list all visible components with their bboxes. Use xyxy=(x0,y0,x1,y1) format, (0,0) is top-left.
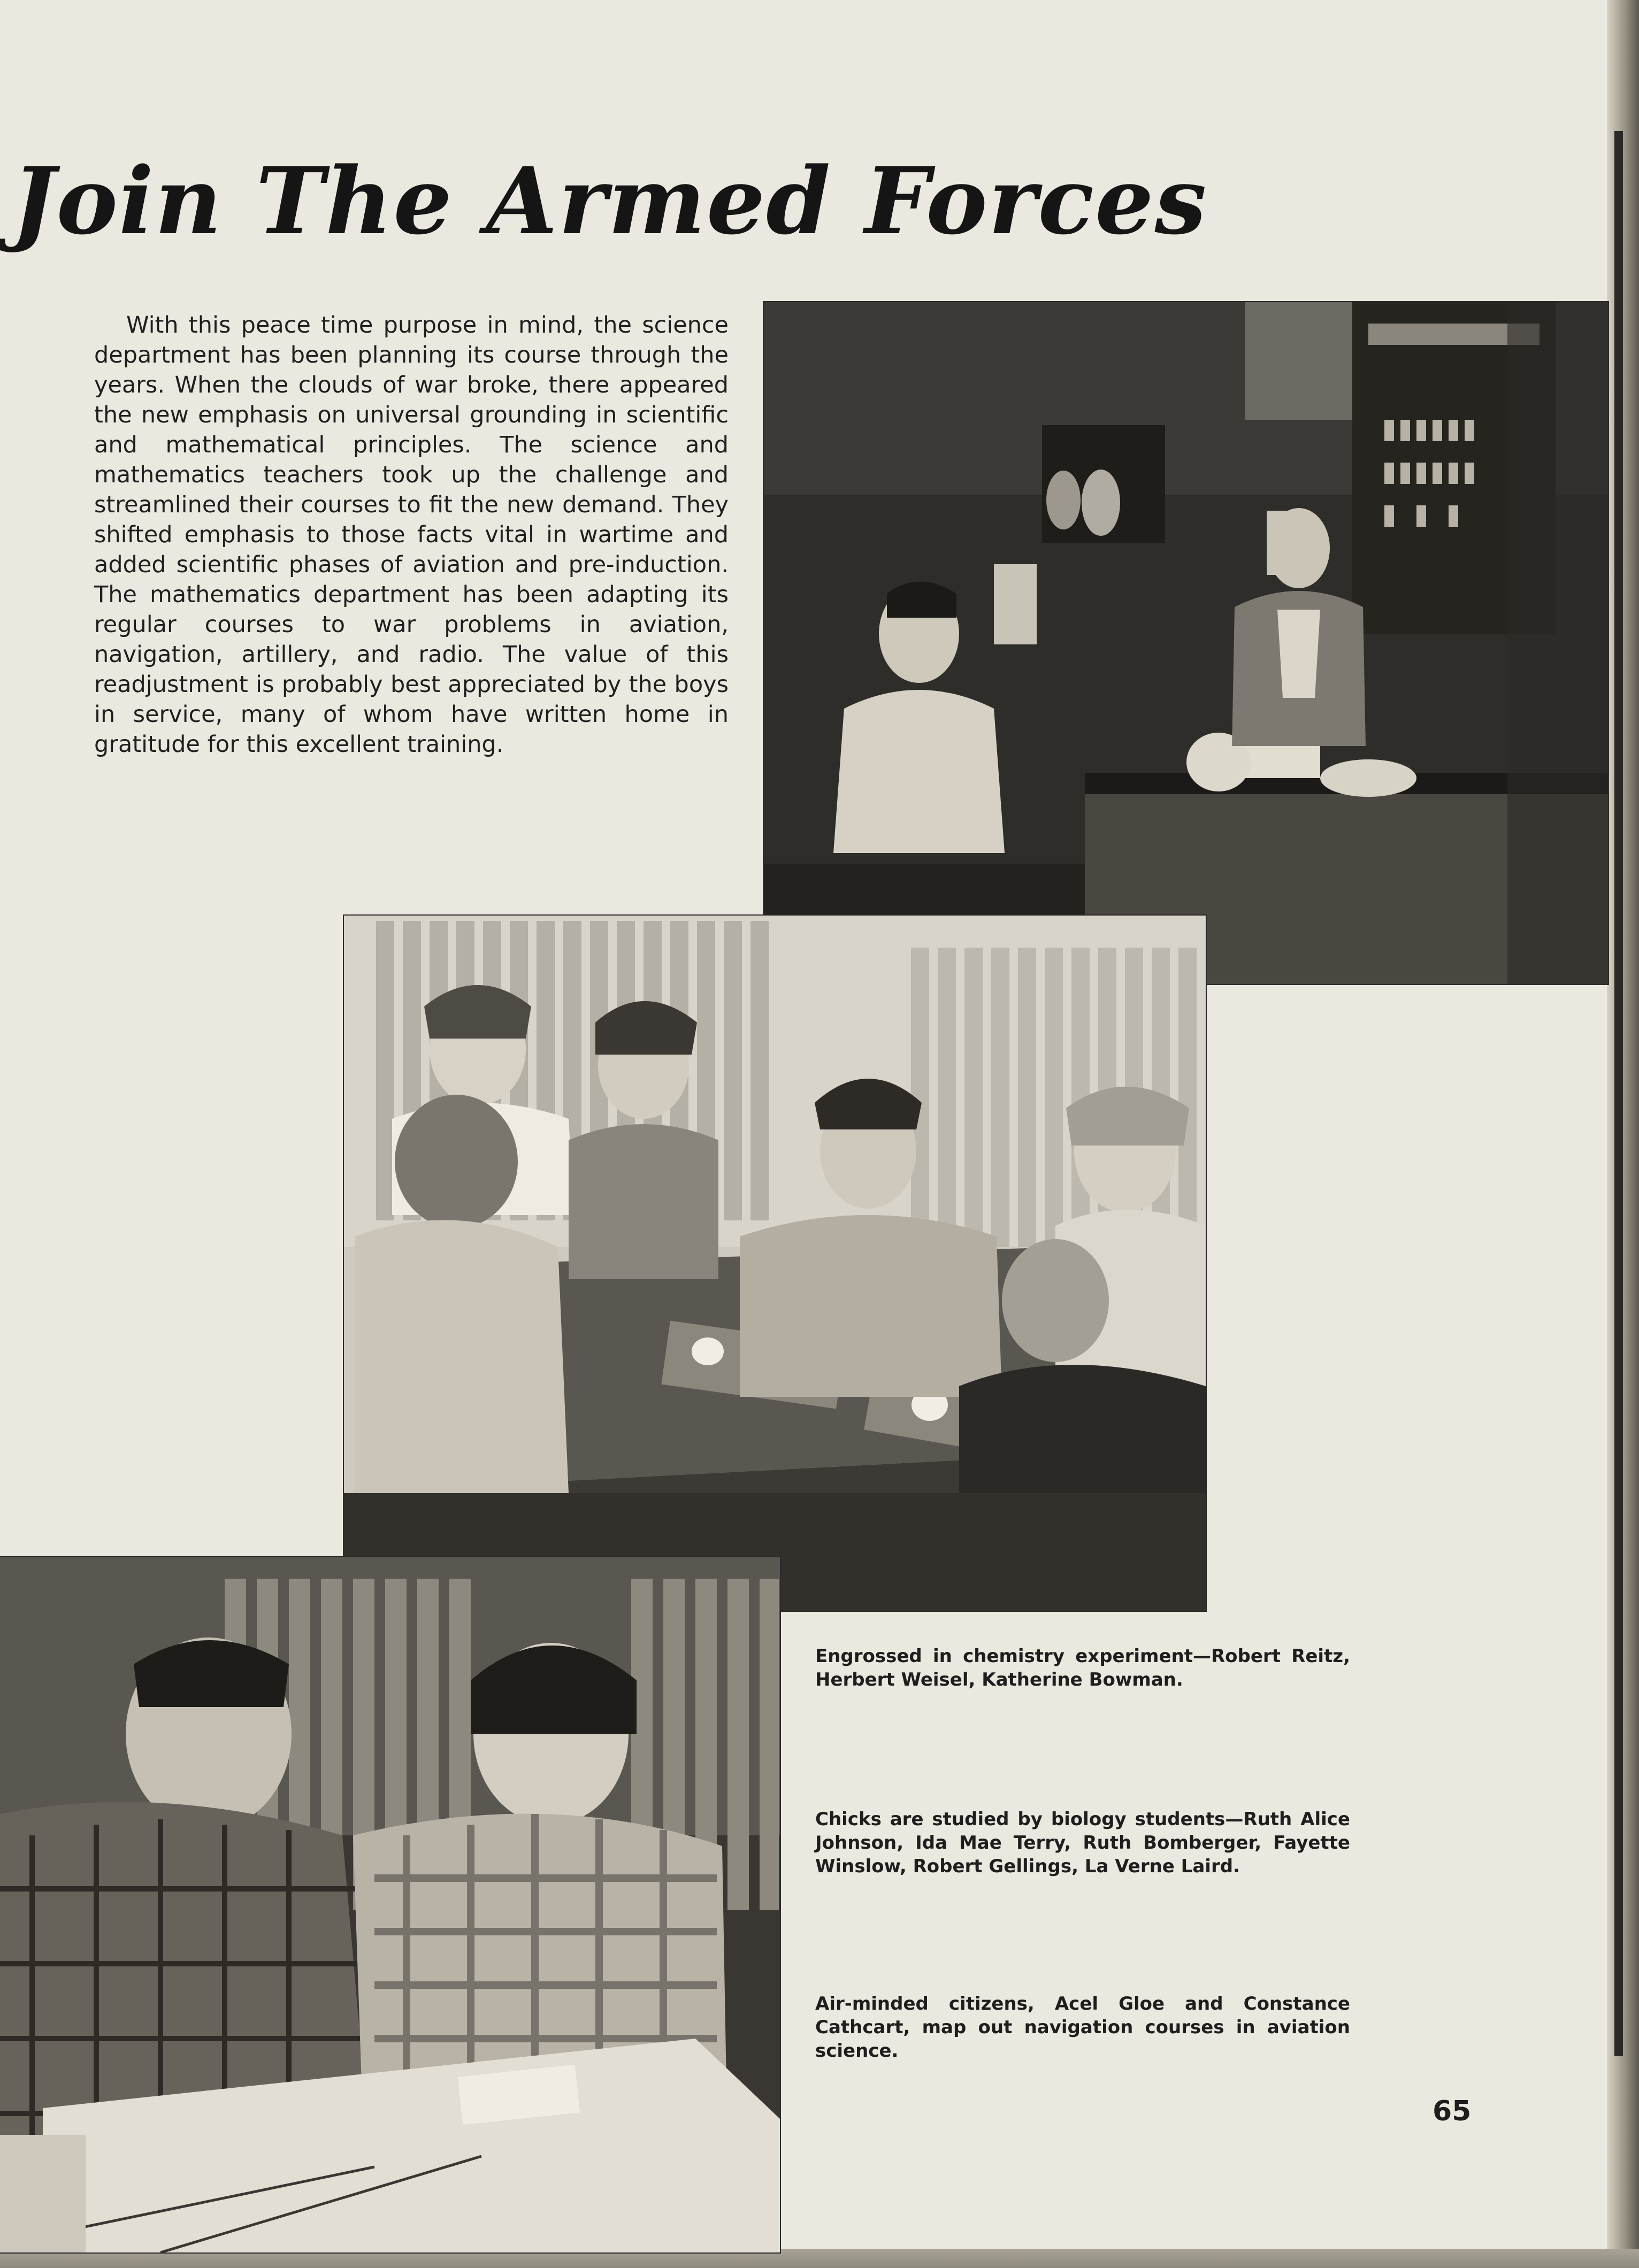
intro-paragraph: With this peace time purpose in mind, the science department has been planning its course through the years. When the clouds of war broke, there appeared the new emphasis on universal grounding in scientific and mathematical principles. The science and mathematics teachers took up the challenge and streamlined their courses to fit the new demand. They shifted emphasis to those facts vital in wartime and added scientific phases of aviation and pre-induction. The mathematics department has been adapting its regular courses to war problems in aviation, navigation, artillery, and radio. The value of this readjustment is probably best appreciated by the boys in service, many of whom have written home in gratitude for this excellent training. xyxy=(94,312,729,758)
aviation-navigation-image xyxy=(0,1557,780,2252)
biology-class-image xyxy=(344,916,1206,1611)
caption-aviation: Air-minded citizens, Acel Gloe and Constance Cathcart, map out navigation courses in aviation science. xyxy=(815,1993,1350,2062)
binding-shadow xyxy=(1614,131,1623,2056)
chemistry-lab-photo xyxy=(764,302,1608,984)
aviation-navigation-photo xyxy=(0,1557,780,2252)
caption-biology: Chicks are studied by biology students—Ruth Alice Johnson, Ida Mae Terry, Ruth Bomberger, Fayette Winslow, Robert Gellings, La Verne Laird. xyxy=(815,1809,1350,1877)
chemistry-lab-image xyxy=(764,302,1608,984)
page-title: Join The Armed Forces xyxy=(12,147,1208,255)
biology-class-photo xyxy=(344,916,1206,1611)
binding-spine xyxy=(1607,0,1639,2268)
caption-chemistry: Engrossed in chemistry experiment—Robert Reitz, Herbert Weisel, Katherine Bowman. xyxy=(815,1646,1350,1690)
page-number: 65 xyxy=(1433,2095,1472,2127)
